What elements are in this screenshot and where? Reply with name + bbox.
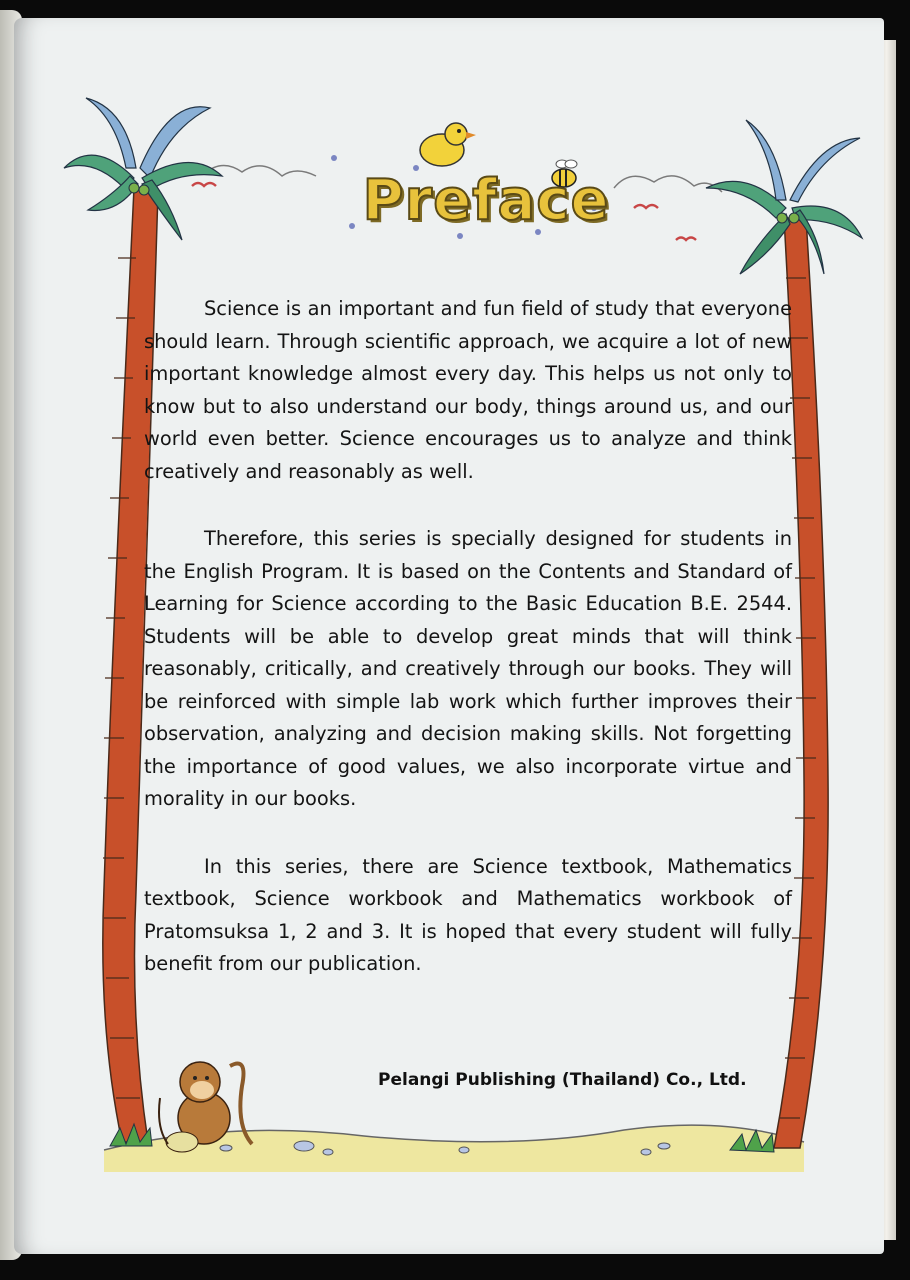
publisher-signature: Pelangi Publishing (Thailand) Co., Ltd. [378, 1070, 747, 1090]
paragraph-3: In this series, there are Science textbook, Mathematics textbook, Science workbook and Mathematics workbook of Pratomsuksa 1, 2 and 3. It is hoped that every student will fully benefit from our publication. [144, 854, 792, 975]
paragraph-1: Science is an important and fun field of study that everyone should learn. Through scientific approach, we acquire a lot of new important knowledge almost every day. This helps us not only to know but to also understand our body, things around us, and our world even better. Science encourages us to analyze and think creatively and reasonably as well. [144, 297, 792, 483]
paragraph-2: Therefore, this series is specially designed for students in the English Program. It is based on the Contents and Standard of Learning for Science according to the Basic Education B.E. 2544. Students will be able to develop great minds that will think reasonably, critically, and creatively through our books. They will be reinforced with simple lab work which further improves their observation, analyzing and decision making skills. Not forgetting the importance of good values, we also incorporate virtue and morality in our books. [144, 527, 792, 810]
preface-body [144, 293, 792, 1016]
page-title: Preface [362, 168, 610, 233]
chick-illustration [420, 123, 476, 166]
book-page [14, 18, 884, 1254]
